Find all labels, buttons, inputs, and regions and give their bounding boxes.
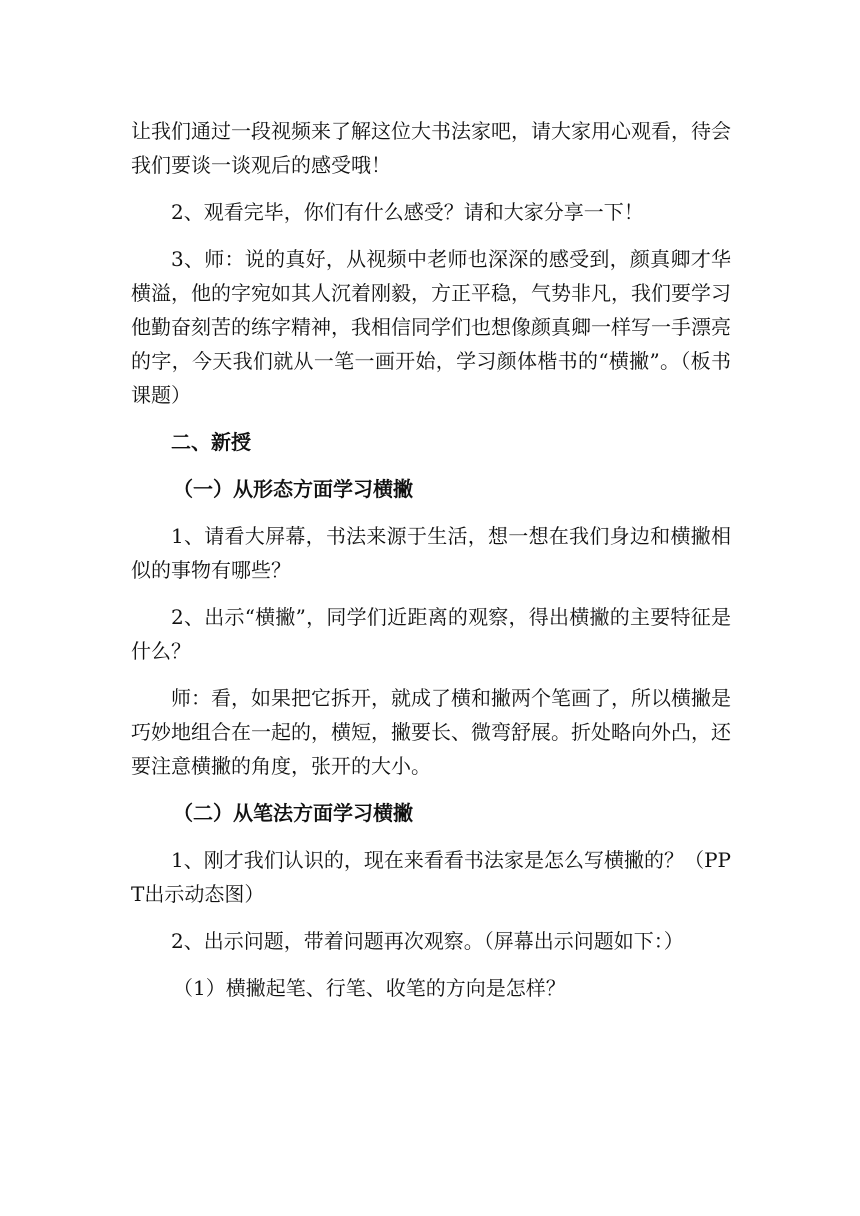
paragraph-question-1: （1）横撇起笔、行笔、收笔的方向是怎样？ (173, 976, 566, 1000)
subsection-heading-form: （一）从形态方面学习横撇 (173, 477, 413, 501)
paragraph-technique-1: 1、刚才我们认识的，现在来看看书法家是怎么写横撇的？（PPT出示动态图） (131, 848, 731, 906)
paragraph-form-2: 2、出示“横撇”，同学们近距离的观察，得出横撇的主要特征是什么？ (131, 605, 731, 663)
paragraph-intro-video: 让我们通过一段视频来了解这位大书法家吧，请大家用心观看，待会我们要谈一谈观后的感受哦！ (131, 119, 731, 177)
paragraph-technique-2: 2、出示问题，带着问题再次观察。（屏幕出示问题如下：） (171, 929, 684, 953)
section-heading-new-lesson: 二、新授 (171, 430, 251, 454)
subsection-heading-technique: （二）从笔法方面学习横撇 (173, 801, 413, 825)
paragraph-teacher-explanation: 师：看，如果把它拆开，就成了横和撇两个笔画了，所以横撇是巧妙地组合在一起的，横短，撇要长、微弯舒展。折处略向外凸，还要注意横撇的角度，张开的大小。 (131, 686, 731, 778)
paragraph-step-3-teacher: 3、师：说的真好，从视频中老师也深深的感受到，颜真卿才华横溢，他的字宛如其人沉着刚毅，方正平稳，气势非凡，我们要学习他勤奋刻苦的练字精神，我相信同学们也想像颜真卿一样写一手漂亮的字，今天我们就从一笔一画开始，学习颜体楷书的“横撇”。（板书课题） (131, 247, 731, 407)
document-body (131, 114, 731, 1005)
paragraph-step-2-feelings: 2、观看完毕，你们有什么感受？请和大家分享一下！ (171, 200, 644, 224)
paragraph-form-1: 1、请看大屏幕，书法来源于生活，想一想在我们身边和横撇相似的事物有哪些？ (131, 524, 731, 582)
